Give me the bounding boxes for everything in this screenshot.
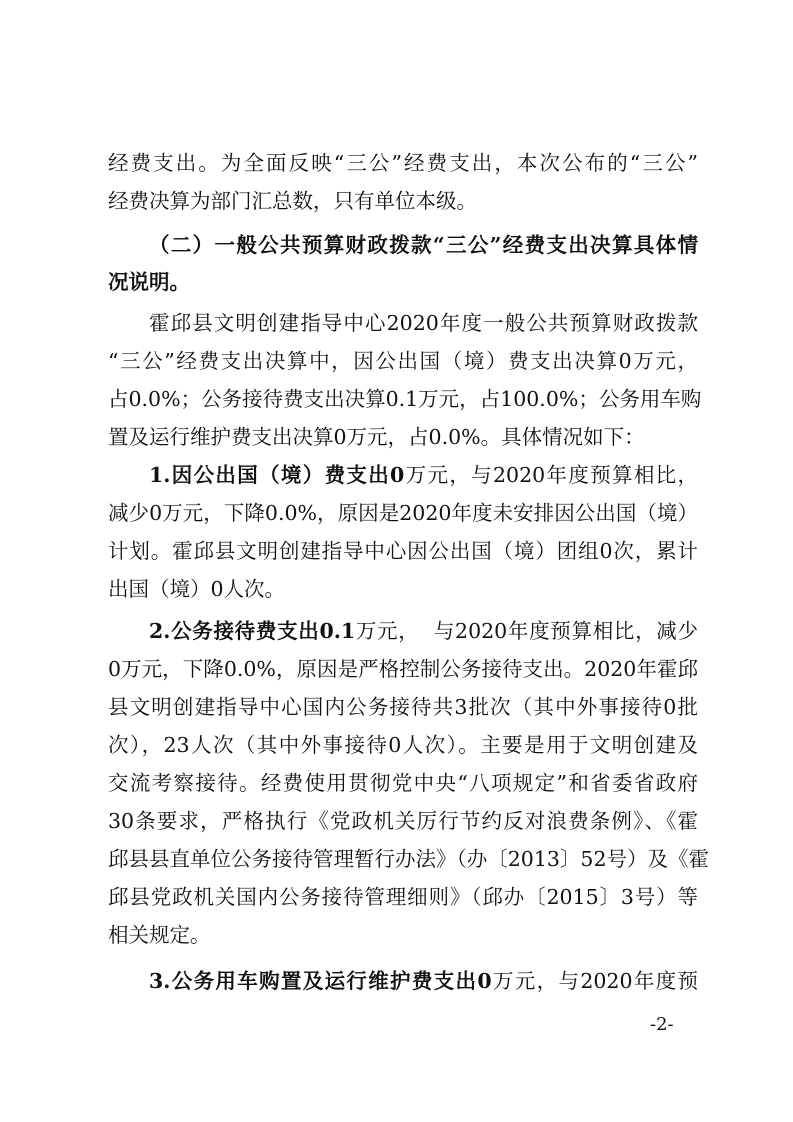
section-heading-continued: 况说明。 bbox=[108, 270, 190, 294]
paragraph-line: 县文明创建指导中心国内公务接待共3批次（其中外事接待0批 bbox=[108, 695, 698, 719]
paragraph-line: 减少0万元，下降0.0%，原因是2020年度未安排因公出国（境） bbox=[108, 501, 698, 525]
list-item-bold-lead: 2.公务接待费支出0.1 bbox=[149, 619, 356, 643]
list-item-heading bbox=[149, 614, 698, 648]
paragraph-line: 霍邱县文明创建指导中心2020年度一般公共预算财政拨款 bbox=[149, 311, 698, 335]
paragraph-line: 经费决算为部门汇总数，只有单位本级。 bbox=[108, 189, 477, 213]
paragraph-line: 0万元，下降0.0%，原因是严格控制公务接待支出。2020年霍邱 bbox=[108, 657, 698, 681]
list-item-rest: 万元，与2020年度预 bbox=[491, 969, 699, 993]
list-item-heading bbox=[149, 458, 698, 492]
paragraph-line: 占0.0%；公务接待费支出决算0.1万元，占100.0%；公务用车购 bbox=[108, 387, 702, 411]
section-heading: （二）一般公共预算财政拨款“三公”经费支出决算具体情 bbox=[149, 233, 698, 257]
paragraph-line: 邱县党政机关国内公务接待管理细则》（邱办〔2015〕3号）等 bbox=[108, 885, 698, 909]
paragraph-line: 置及运行维护费支出决算0万元，占0.0%。具体情况如下： bbox=[108, 425, 645, 449]
paragraph-line: “三公”经费支出决算中，因公出国（境）费支出决算0万元， bbox=[108, 349, 698, 373]
list-item-bold-lead: 1.因公出国（境）费支出0 bbox=[149, 463, 405, 487]
paragraph-line: 经费支出。为全面反映“三公”经费支出，本次公布的“三公” bbox=[108, 151, 698, 175]
paragraph-line: 交流考察接待。经费使用贯彻党中央“八项规定”和省委省政府 bbox=[108, 771, 698, 795]
paragraph-line: 邱县县直单位公务接待管理暂行办法》（办〔2013〕52号）及《霍 bbox=[108, 847, 710, 871]
list-item-rest: 万元， 与2020年度预算相比，减少 bbox=[355, 619, 698, 643]
list-item-heading bbox=[149, 964, 698, 998]
paragraph-line: 出国（境）0人次。 bbox=[108, 577, 286, 601]
page-number: -2- bbox=[650, 1014, 674, 1035]
paragraph-line: 相关规定。 bbox=[108, 923, 211, 947]
paragraph-line: 计划。霍邱县文明创建指导中心因公出国（境）团组0次，累计 bbox=[108, 539, 698, 563]
list-item-rest: 万元，与2020年度预算相比， bbox=[404, 463, 698, 487]
paragraph-line: 30条要求，严格执行《党政机关厉行节约反对浪费条例》、《霍 bbox=[108, 809, 698, 833]
list-item-bold-lead: 3.公务用车购置及运行维护费支出0 bbox=[149, 969, 492, 993]
paragraph-line: 次），23人次（其中外事接待0人次）。主要是用于文明创建及 bbox=[108, 733, 698, 757]
